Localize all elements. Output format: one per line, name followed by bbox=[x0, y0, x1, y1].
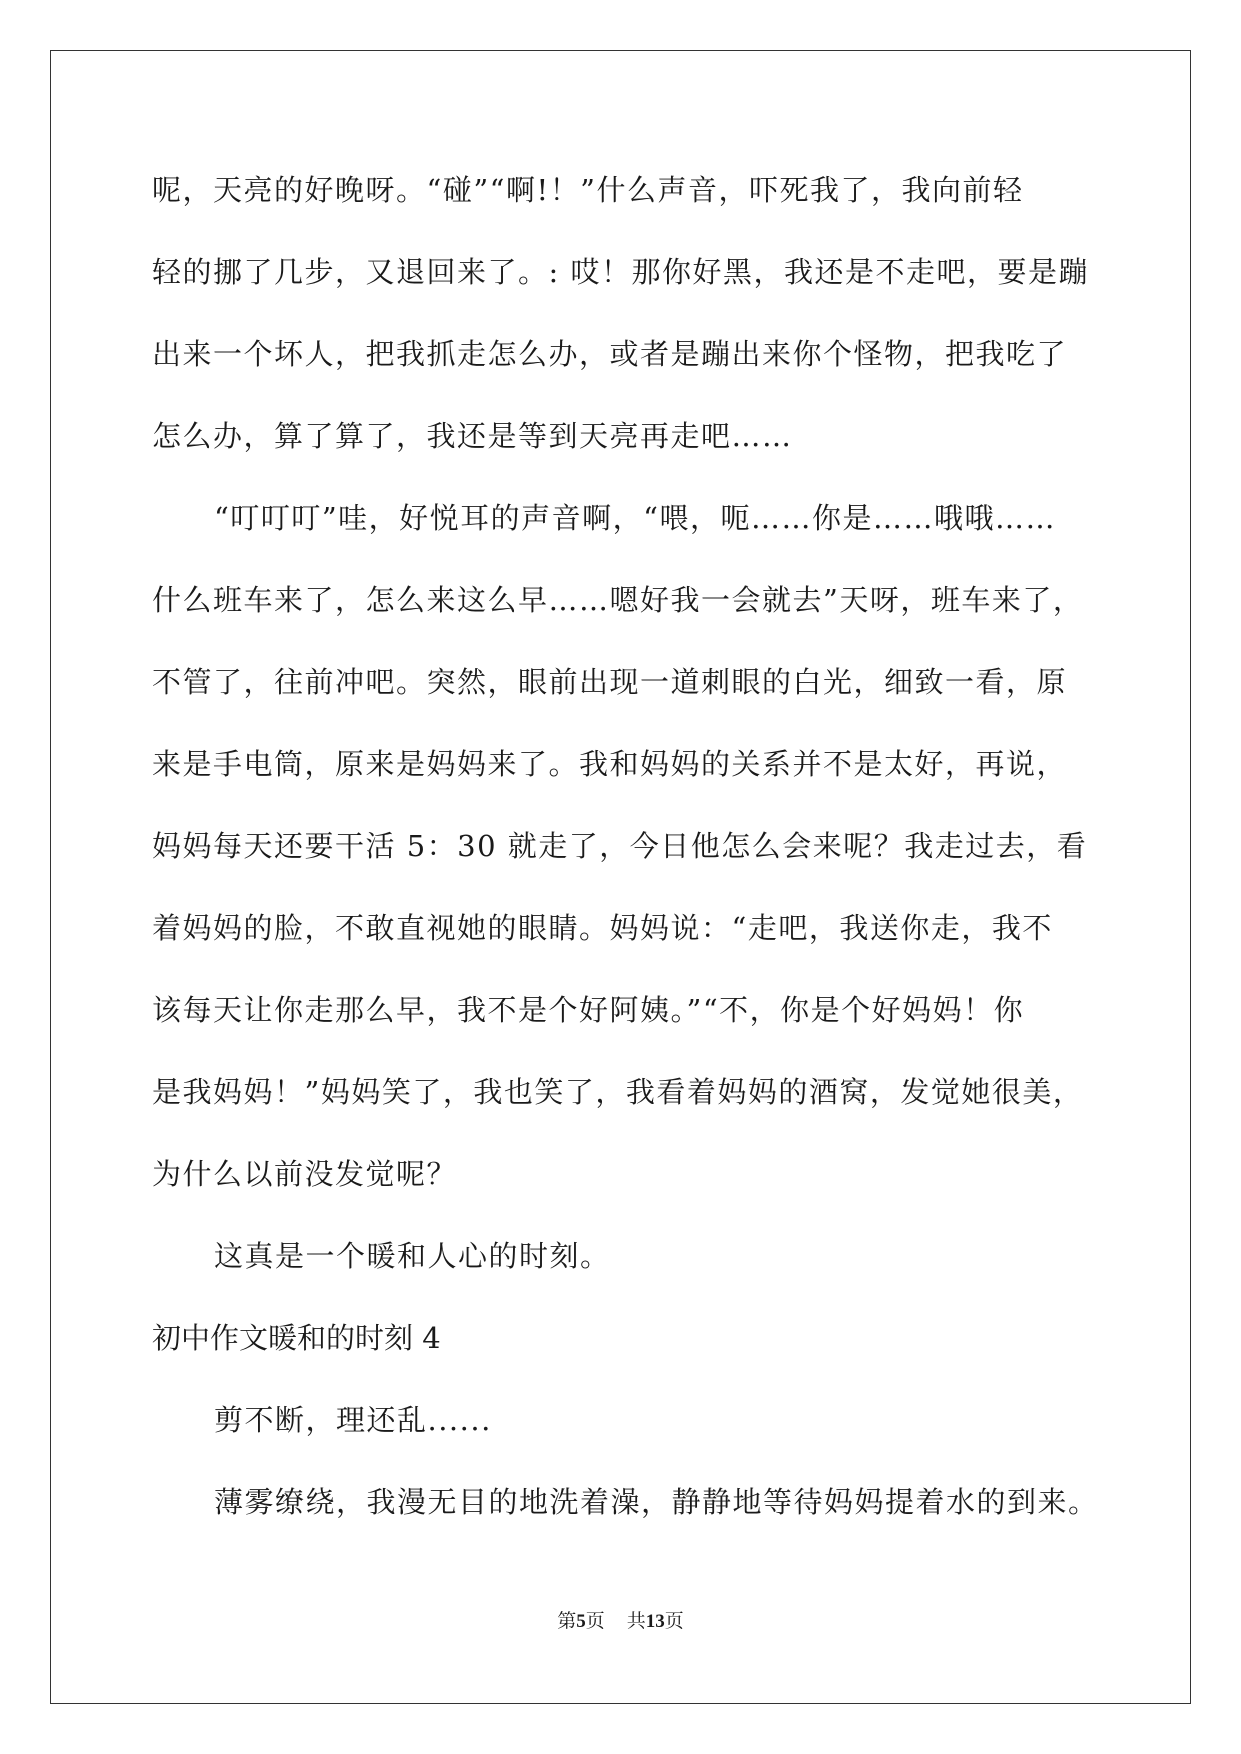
text-line: 呢，天亮的好晚呀。“碰”“啊!！”什么声音，吓死我了，我向前轻 bbox=[152, 173, 1024, 207]
paragraph-line: 剪不断，理还乱...... bbox=[214, 1403, 492, 1437]
text-line: 怎么办，算了算了，我还是等到天亮再走吧…… bbox=[152, 419, 793, 453]
text-line: 妈妈每天还要干活 5：30 就走了，今日他怎么会来呢？我走过去，看 bbox=[152, 829, 1088, 863]
paragraph-start-line: “叮叮叮”哇，好悦耳的声音啊，“喂，呃……你是……哦哦…… bbox=[214, 501, 1056, 535]
text-line: 出来一个坏人，把我抓走怎么办，或者是蹦出来你个怪物，把我吃了 bbox=[152, 337, 1068, 371]
total-suffix: 页 bbox=[664, 1610, 684, 1632]
paragraph-line: 这真是一个暖和人心的时刻。 bbox=[214, 1239, 611, 1273]
text-line: 为什么以前没发觉呢？ bbox=[152, 1157, 458, 1191]
text-line: 着妈妈的脸，不敢直视她的眼睛。妈妈说：“走吧，我送你走，我不 bbox=[152, 911, 1053, 945]
page-number: 5 bbox=[576, 1611, 586, 1632]
paragraph-line: 薄雾缭绕，我漫无目的地洗着澡，静静地等待妈妈提着水的到来。 bbox=[214, 1485, 1099, 1519]
page-suffix: 页 bbox=[585, 1610, 605, 1632]
text-line: 是我妈妈！”妈妈笑了，我也笑了，我看着妈妈的酒窝，发觉她很美， bbox=[152, 1075, 1084, 1109]
page-footer bbox=[0, 1607, 1241, 1636]
text-line: 轻的挪了几步，又退回来了。: 哎！那你好黑，我还是不走吧，要是蹦 bbox=[152, 255, 1089, 289]
text-line: 来是手电筒，原来是妈妈来了。我和妈妈的关系并不是太好，再说， bbox=[152, 747, 1068, 781]
total-pages: 13 bbox=[645, 1611, 665, 1632]
text-line: 该每天让你走那么早，我不是个好阿姨。”“不，你是个好妈妈！你 bbox=[152, 993, 1025, 1027]
text-line: 什么班车来了，怎么来这么早……嗯好我一会就去”天呀，班车来了， bbox=[152, 583, 1084, 617]
document-body bbox=[152, 160, 1099, 1554]
section-heading: 初中作文暖和的时刻 4 bbox=[152, 1321, 441, 1355]
text-line: 不管了，往前冲吧。突然，眼前出现一道刺眼的白光，细致一看，原 bbox=[152, 665, 1068, 699]
page-prefix: 第 bbox=[557, 1610, 577, 1632]
total-prefix: 共 bbox=[626, 1610, 646, 1632]
